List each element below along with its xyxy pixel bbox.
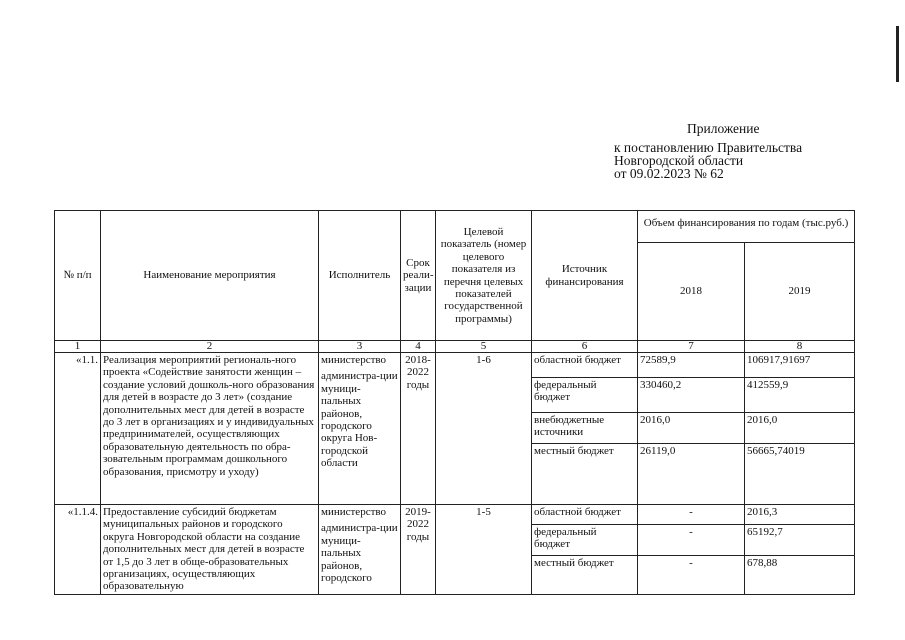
appendix-title: Приложение xyxy=(687,121,760,136)
row-executor xyxy=(319,353,401,505)
funding-source: местный бюджет xyxy=(532,555,638,594)
appendix-line-3: от 09.02.2023 № 62 xyxy=(614,166,724,181)
funding-source: областной бюджет xyxy=(532,353,638,378)
funding-2018: - xyxy=(638,555,745,594)
header-name: Наименование мероприятия xyxy=(101,211,319,341)
column-number: 3 xyxy=(319,341,401,353)
funding-2019: 2016,0 xyxy=(745,413,855,444)
funding-source: внебюджетные источники xyxy=(532,413,638,444)
header-year-2018: 2018 xyxy=(638,243,745,341)
column-number: 5 xyxy=(436,341,532,353)
row-executor-line2: администра-ции муници-пальных районов, городского xyxy=(321,522,398,585)
funding-2018: - xyxy=(638,505,745,525)
row-target: 1-6 xyxy=(436,353,532,505)
header-volume: Объем финансирования по годам (тыс.руб.) xyxy=(638,211,855,243)
header-term: Срок реали-зации xyxy=(401,211,436,341)
row-term: 2019-2022 годы xyxy=(401,505,436,595)
column-number: 8 xyxy=(745,341,855,353)
row-executor-line2: администра-ции муници-пальных районов, городского округа Нов-городской области xyxy=(321,370,398,470)
funding-2019: 412559,9 xyxy=(745,378,855,413)
header-num: № п/п xyxy=(55,211,101,341)
header-target: Целевой показатель (номер целевого показателя из перечня целевых показателей государственной программы) xyxy=(436,211,532,341)
column-number: 2 xyxy=(101,341,319,353)
funding-source: федеральный бюджет xyxy=(532,525,638,556)
funding-2019: 106917,91697 xyxy=(745,353,855,378)
row-term: 2018-2022 годы xyxy=(401,353,436,505)
row-executor xyxy=(319,505,401,595)
table-row xyxy=(55,505,855,525)
column-number: 4 xyxy=(401,341,436,353)
appendix-header xyxy=(614,122,802,180)
column-number: 7 xyxy=(638,341,745,353)
funding-table xyxy=(54,210,855,595)
funding-2019: 678,88 xyxy=(745,555,855,594)
header-year-2019: 2019 xyxy=(745,243,855,341)
funding-2018: 72589,9 xyxy=(638,353,745,378)
row-number: «1.1.4. xyxy=(55,505,101,595)
header-source: Источник финансирования xyxy=(532,211,638,341)
row-name: Предоставление субсидий бюджетам муниципальных районов и городского округа Новгородской области на создание дополнительных мест для детей в возрасте от 1,5 до 3 лет в обще-образовательных организациях, осуществляющих образовательную xyxy=(101,505,319,595)
funding-2019: 65192,7 xyxy=(745,525,855,556)
funding-2019: 2016,3 xyxy=(745,505,855,525)
row-executor-line1: министерство xyxy=(321,506,387,518)
row-target: 1-5 xyxy=(436,505,532,595)
funding-2018: 330460,2 xyxy=(638,378,745,413)
row-executor-line1: министерство xyxy=(321,354,387,366)
column-number: 6 xyxy=(532,341,638,353)
funding-2018: 2016,0 xyxy=(638,413,745,444)
funding-2018: 26119,0 xyxy=(638,444,745,505)
column-number: 1 xyxy=(55,341,101,353)
funding-2019: 56665,74019 xyxy=(745,444,855,505)
appendix-line-1: к постановлению Правительства xyxy=(614,140,803,155)
column-number-row xyxy=(55,341,855,353)
funding-source: местный бюджет xyxy=(532,444,638,505)
row-name: Реализация мероприятий региональ-ного проекта «Содействие занятости женщин – создание условий дошколь-ного образования для детей в возрасте до 3 лет» (создание дополнительных мест для детей в возрасте до 3 лет в организациях и у индивидуальных предпринимателей, осуществляющих образовательную деятельность по обра-зовательным программам дошкольного образования, присмотру и уходу) xyxy=(101,353,319,505)
funding-2018: - xyxy=(638,525,745,556)
page-edge-mark xyxy=(896,26,899,82)
appendix-line-2: Новгородской области xyxy=(614,153,744,168)
header-executor: Исполнитель xyxy=(319,211,401,341)
table-row xyxy=(55,353,855,378)
row-number: «1.1. xyxy=(55,353,101,505)
funding-source: федеральный бюджет xyxy=(532,378,638,413)
funding-source: областной бюджет xyxy=(532,505,638,525)
